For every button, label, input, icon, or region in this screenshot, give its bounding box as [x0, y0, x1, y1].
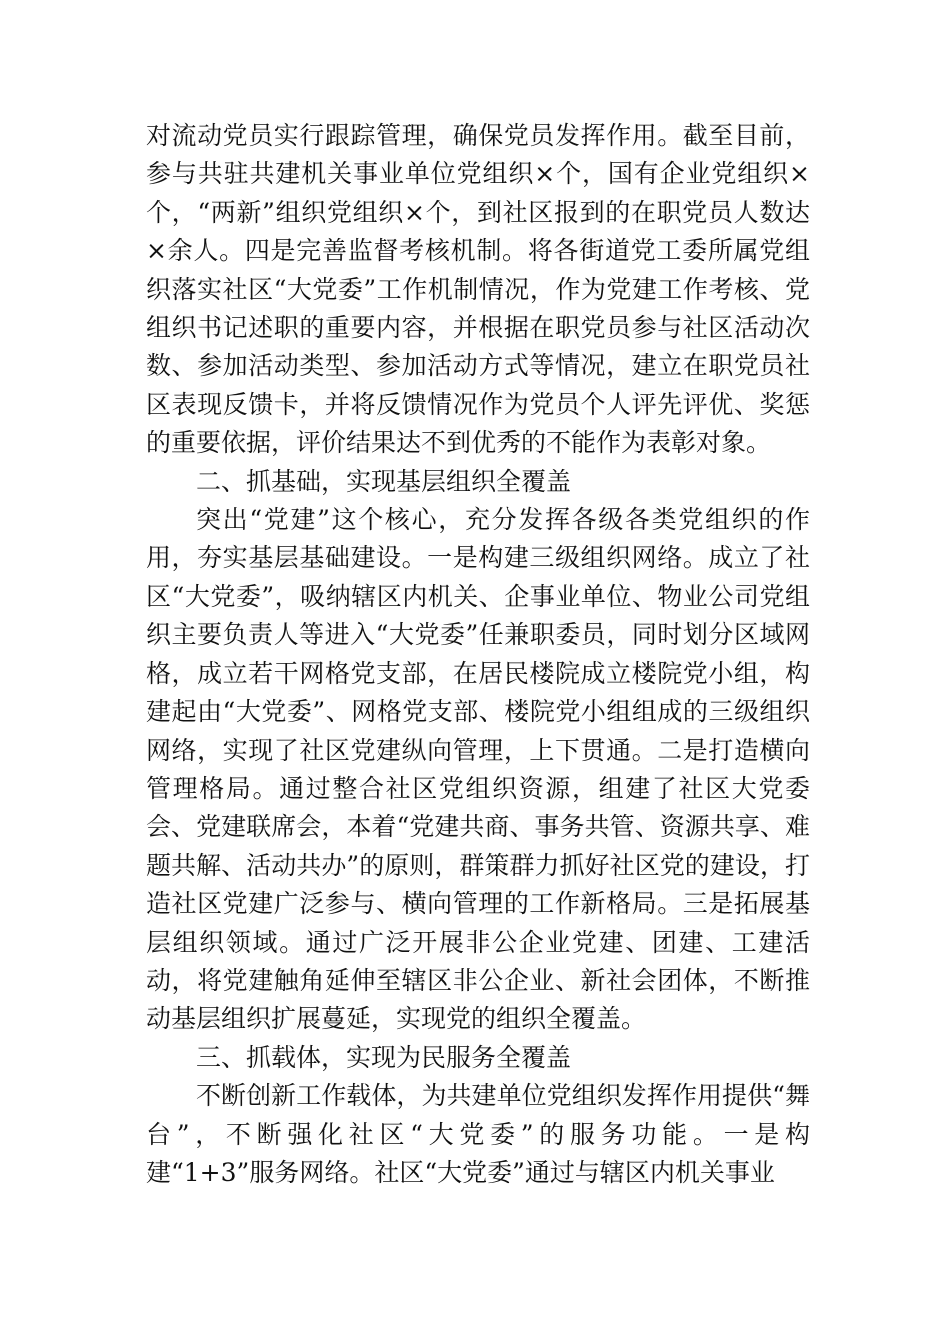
section-heading-2: 二、抓基础，实现基层组织全覆盖: [196, 466, 572, 496]
body-paragraph-continued: 对流动党员实行跟踪管理，确保党员发挥作用。截至目前，参与共驻共建机关事业单位党组织×个，国有企业党组织×个，“两新”组织党组织×个，到社区报到的在职党员人数达×余人。四是完善监督考核机制。将各街道党工委所属党组织落实社区“大党委”工作机制情况，作为党建工作考核、党组织书记述职的重要内容，并根据在职党员参与社区活动次数、参加活动类型、参加活动方式等情况，建立在职党员社区表现反馈卡，并将反馈情况作为党员个人评先评优、奖惩的重要依据，评价结果达不到优秀的不能作为表彰对象。: [146, 121, 810, 458]
document-page: [146, 117, 810, 1192]
body-paragraph-section-3: 不断创新工作载体，为共建单位党组织发挥作用提供“舞台”，不断强化社区“大党委”的服务功能。一是构建“1+3”服务网络。社区“大党委”通过与辖区内机关事业: [146, 1081, 810, 1187]
section-heading-3: 三、抓载体，实现为民服务全覆盖: [196, 1042, 572, 1072]
body-paragraph-section-2: 突出“党建”这个核心，充分发挥各级各类党组织的作用，夯实基层基础建设。一是构建三级组织网络。成立了社区“大党委”，吸纳辖区内机关、企事业单位、物业公司党组织主要负责人等进入“大党委”任兼职委员，同时划分区域网格，成立若干网格党支部，在居民楼院成立楼院党小组，构建起由“大党委”、网格党支部、楼院党小组组成的三级组织网络，实现了社区党建纵向管理，上下贯通。二是打造横向管理格局。通过整合社区党组织资源，组建了社区大党委会、党建联席会，本着“党建共商、事务共管、资源共享、难题共解、活动共办”的原则，群策群力抓好社区党的建设，打造社区党建广泛参与、横向管理的工作新格局。三是拓展基层组织领域。通过广泛开展非公企业党建、团建、工建活动，将党建触角延伸至辖区非公企业、新社会团体，不断推动基层组织扩展蔓延，实现党的组织全覆盖。: [146, 505, 810, 1034]
